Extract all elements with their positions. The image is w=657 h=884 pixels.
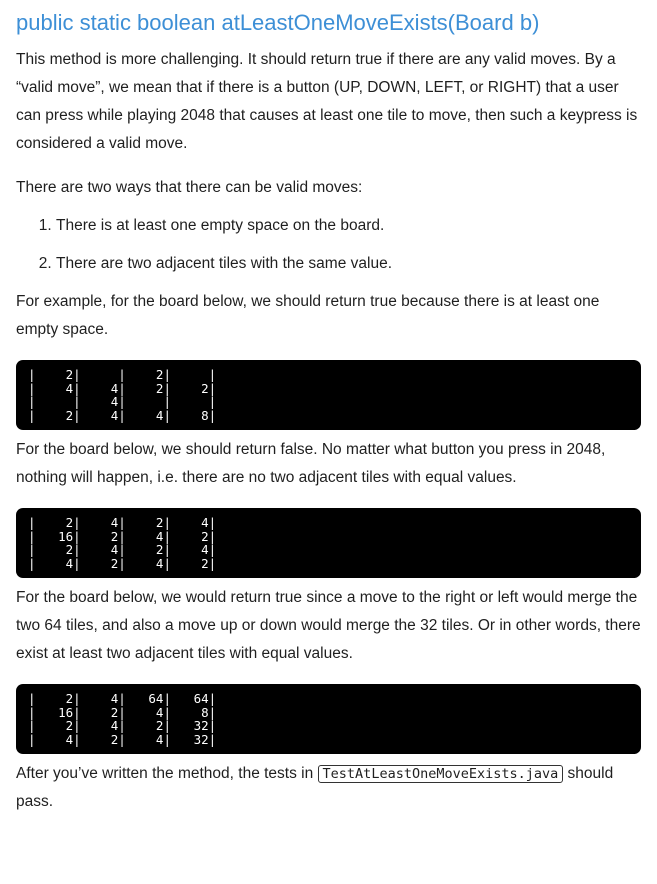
board-example-1: | 2| | 2| | | 4| 4| 2| 2| | | 4| | | | 2| 4| 4| 8| xyxy=(16,360,641,430)
intro-paragraph: This method is more challenging. It should return true if there are any valid moves. By a “valid move”, we mean that if there is a button (UP, DOWN, LEFT, or RIGHT) that a user can press while playing 2048 that causes at least one tile to move, then such a keypress is considered a valid move. xyxy=(16,51,638,152)
example2-paragraph: For the board below, we should return false. No matter what button you press in 2048, nothing will happen, i.e. there are no two adjacent tiles with equal values. xyxy=(16,441,606,486)
two-ways-paragraph: There are two ways that there can be valid moves: xyxy=(16,179,363,196)
example1-paragraph: For example, for the board below, we should return true because there is at least one empty space. xyxy=(16,293,600,338)
valid-move-list xyxy=(16,212,641,278)
list-item: 1. There is at least one empty space on the board. xyxy=(56,212,641,240)
list-item: 2. There are two adjacent tiles with the same value. xyxy=(56,250,641,278)
closing-text-after: should pass. xyxy=(16,765,614,810)
closing-paragraph xyxy=(16,760,641,816)
closing-text-before: After you’ve written the method, the tests in xyxy=(16,765,318,782)
method-heading: public static boolean atLeastOneMoveExists(Board b) xyxy=(16,10,540,35)
board-example-2: | 2| 4| 2| 4| | 16| 2| 4| 2| | 2| 4| 2| 4| | 4| 2| 4| 2| xyxy=(16,508,641,578)
example3-paragraph: For the board below, we would return true since a move to the right or left would merge the two 64 tiles, and also a move up or down would merge the 32 tiles. Or in other words, there exist at least two adjacent tiles with equal values. xyxy=(16,589,641,662)
board-example-3: | 2| 4| 64| 64| | 16| 2| 4| 8| | 2| 4| 2| 32| | 4| 2| 4| 32| xyxy=(16,684,641,754)
test-file-code: TestAtLeastOneMoveExists.java xyxy=(318,765,564,783)
